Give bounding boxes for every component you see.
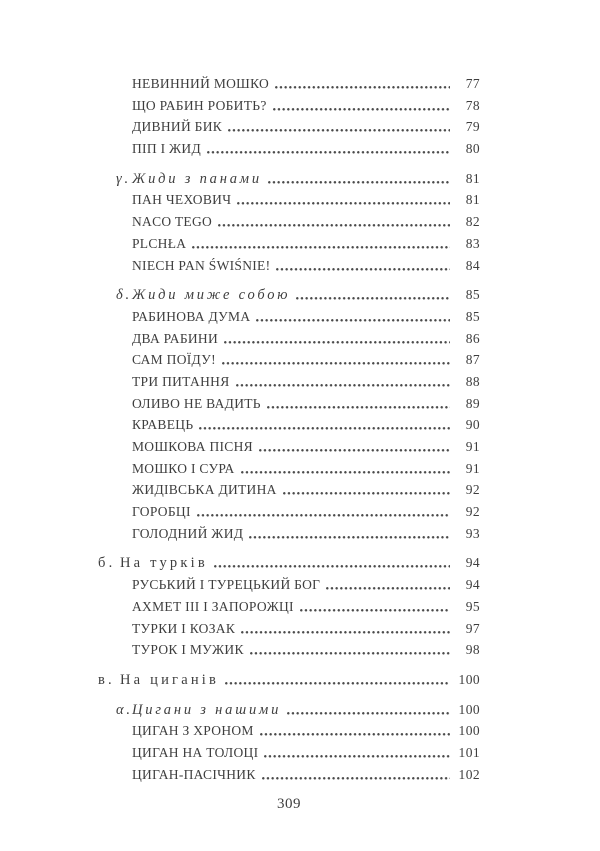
toc-entry-title: КРАВЕЦЬ	[132, 417, 194, 433]
toc-entry	[0, 374, 600, 396]
toc-entry	[0, 577, 600, 599]
dot-leader	[267, 406, 450, 409]
toc-entry-title: ПАН ЧЕХОВИЧ	[132, 192, 232, 208]
toc-entry-page: 101	[458, 744, 480, 760]
dot-leader	[273, 108, 450, 111]
toc-entry-title: АХМЕТ III І ЗАПОРОЖЦІ	[132, 598, 294, 614]
toc-entry	[0, 119, 600, 141]
toc-entry	[0, 417, 600, 439]
toc-entry-title: РУСЬКИЙ І ТУРЕЦЬКИЙ БОГ	[132, 577, 321, 593]
dot-leader	[222, 362, 450, 365]
dot-leader	[207, 151, 450, 154]
toc-entry-title: ГОРОБЦІ	[132, 504, 191, 520]
toc-entry-title: На циганів	[120, 671, 220, 688]
dot-leader	[300, 609, 450, 612]
toc-entry-page: 78	[465, 97, 480, 113]
dot-leader	[218, 224, 450, 227]
toc-entry-title: ДВА РАБИНИ	[132, 330, 219, 346]
toc-entry-page: 92	[465, 504, 480, 520]
toc-entry-title: МОШКО І СУРА	[132, 460, 235, 476]
toc-entry-title: ДИВНИЙ БИК	[132, 119, 223, 135]
dot-leader	[326, 587, 450, 590]
toc-entry-page: 79	[465, 119, 480, 135]
toc-entry-page: 94	[465, 577, 480, 593]
toc-entry-title: NIECH PAN ŚWIŚNIE!	[132, 257, 271, 273]
dot-leader	[256, 319, 450, 322]
dot-leader	[283, 492, 450, 495]
toc-entry-page: 91	[465, 460, 480, 476]
dot-leader	[287, 712, 450, 715]
toc-entry-title: NACO TEGO	[132, 214, 213, 230]
dot-leader	[224, 341, 450, 344]
dot-leader	[262, 777, 450, 780]
dot-leader	[192, 246, 450, 249]
toc-entry-page: 95	[465, 598, 480, 614]
toc-entry-title: РАБИНОВА ДУМА	[132, 308, 251, 324]
toc-entry-page: 100	[458, 701, 480, 717]
toc-entry	[0, 141, 600, 163]
toc-entry-page: 85	[465, 308, 480, 324]
toc-entry	[0, 702, 600, 724]
toc-entry-page: 77	[465, 76, 480, 91]
toc-entry-title: ГОЛОДНИЙ ЖИД	[132, 525, 244, 541]
toc-entry-title: Жиди з панами	[132, 170, 262, 187]
toc-entry-page: 83	[465, 235, 480, 251]
toc-entry-title: ЖИДІВСЬКА ДИТИНА	[132, 482, 277, 498]
toc-entry-title: САМ ПОЇДУ!	[132, 352, 216, 368]
toc-entry-title: ЦИГАН НА ТОЛОЦІ	[132, 744, 259, 760]
toc-entry	[0, 461, 600, 483]
dot-leader	[236, 384, 450, 387]
toc-entry	[0, 76, 600, 98]
toc-entry	[0, 236, 600, 258]
dot-leader	[250, 652, 450, 655]
toc-entry-title: МОШКОВА ПІСНЯ	[132, 439, 253, 454]
dot-leader	[225, 682, 450, 685]
toc-entry-page: 92	[465, 482, 480, 498]
toc-entry-page: 91	[465, 439, 480, 454]
toc-entry	[0, 214, 600, 236]
dot-leader	[237, 202, 450, 205]
toc-entry	[0, 309, 600, 331]
toc-entry-page: 86	[465, 330, 480, 346]
toc-entry-prefix: б.	[98, 555, 116, 572]
toc-entry	[0, 258, 600, 280]
toc-entry-title: На турків	[120, 555, 208, 572]
toc-entry	[0, 526, 600, 548]
dot-leader	[241, 471, 450, 474]
toc-entry	[0, 331, 600, 353]
dot-leader	[249, 536, 450, 539]
dot-leader	[259, 449, 450, 452]
toc-entry-prefix: в.	[98, 671, 115, 688]
toc-entry-page: 89	[465, 395, 480, 411]
dot-leader	[228, 129, 450, 132]
dot-leader	[276, 268, 450, 271]
toc-entry-prefix: γ.	[116, 170, 131, 187]
toc-entry-page: 80	[465, 141, 480, 157]
toc-entry-title: PLCHŁA	[132, 235, 187, 251]
toc-entry-prefix: δ.	[116, 287, 132, 304]
toc-entry-title: ТРИ ПИТАННЯ	[132, 373, 230, 389]
dot-leader	[199, 427, 450, 430]
toc-entry	[0, 352, 600, 374]
dot-leader	[214, 565, 450, 568]
toc-entry-page: 90	[465, 417, 480, 433]
toc-entry-title: ТУРКИ І КОЗАК	[132, 620, 236, 636]
toc-entry-title: Жиди миже собою	[132, 287, 291, 304]
toc-entry	[0, 98, 600, 120]
dot-leader	[241, 631, 450, 634]
toc-entry	[0, 555, 600, 577]
dot-leader	[197, 514, 450, 517]
toc-entry-page: 102	[458, 766, 480, 782]
toc-entry	[0, 599, 600, 621]
toc-entry	[0, 767, 600, 789]
toc-entry-title: ЩО РАБИН РОБИТЬ?	[132, 97, 267, 113]
toc-entry	[0, 192, 600, 214]
toc-entry-page: 97	[465, 620, 480, 636]
toc-entry	[0, 723, 600, 745]
dot-leader	[260, 733, 450, 736]
toc-entry-page: 84	[465, 257, 480, 273]
toc-entry-title: ЦИГАН З ХРОНОМ	[132, 723, 254, 739]
toc-entry-page: 94	[465, 555, 480, 571]
toc-entry	[0, 642, 600, 664]
toc-entry-title: Цигани з нашими	[132, 701, 282, 718]
folio-page-number: 309	[277, 796, 301, 813]
toc-entry	[0, 621, 600, 643]
toc-entry	[0, 171, 600, 193]
toc-entry-title: ПІП І ЖИД	[132, 141, 201, 157]
toc-entry-page: 82	[465, 214, 480, 230]
toc-entry	[0, 482, 600, 504]
toc-entry	[0, 504, 600, 526]
toc-entry	[0, 439, 600, 461]
toc-entry-title: ТУРОК І МУЖИК	[132, 642, 244, 658]
toc-entry-page: 85	[465, 287, 480, 303]
dot-leader	[296, 297, 450, 300]
toc-entry-page: 81	[465, 170, 480, 186]
toc-entry-title: НЕВИННИЙ МОШКО	[132, 76, 270, 91]
toc-entry	[0, 745, 600, 767]
toc-entry-title: ОЛИВО НЕ ВАДИТЬ	[132, 395, 261, 411]
toc-entry-page: 98	[465, 642, 480, 658]
toc-entry	[0, 396, 600, 418]
toc-entry-prefix: α.	[116, 701, 133, 718]
dot-leader	[275, 86, 450, 89]
toc-entry	[0, 287, 600, 309]
toc-entry-title: ЦИГАН-ПАСІЧНИК	[132, 766, 256, 782]
toc-entry-page: 88	[465, 373, 480, 389]
toc-entry-page: 100	[458, 723, 480, 739]
toc-entry	[0, 672, 600, 694]
toc-entry-page: 87	[465, 352, 480, 368]
toc-entry-page: 93	[465, 525, 480, 541]
dot-leader	[268, 181, 450, 184]
toc-entry-page: 81	[465, 192, 480, 208]
dot-leader	[264, 755, 450, 758]
toc-entry-page: 100	[458, 671, 480, 687]
